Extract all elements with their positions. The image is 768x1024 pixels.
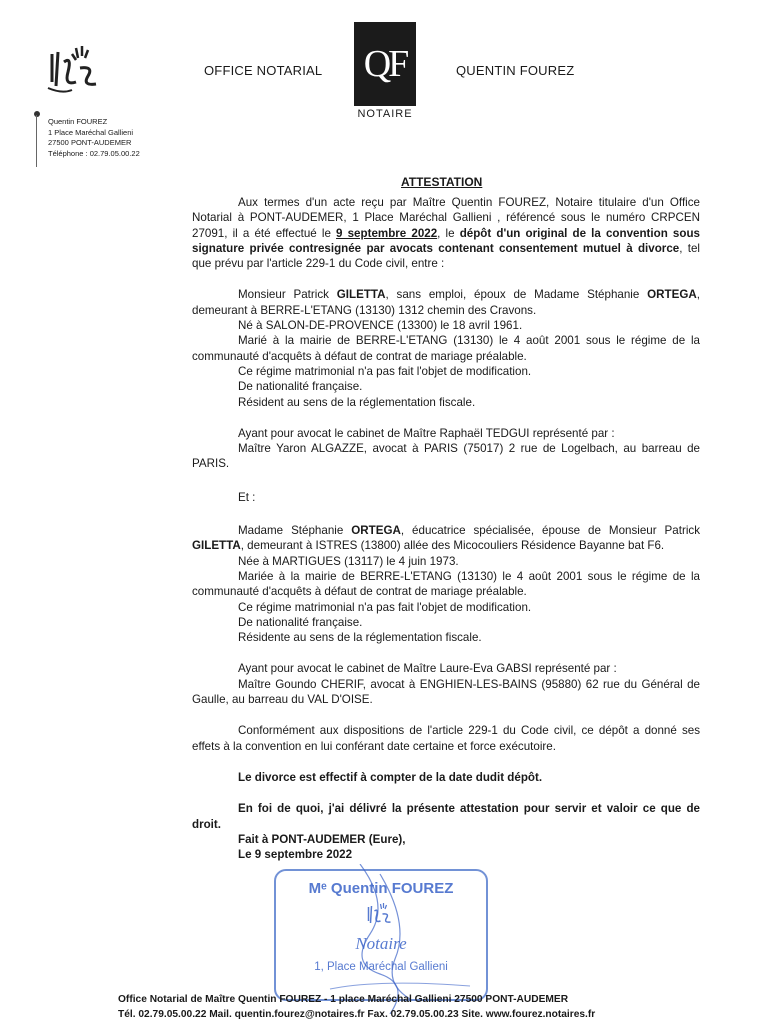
sender-name: Quentin FOUREZ <box>48 117 108 126</box>
stamp-address: 1, Place Maréchal Gallieni <box>314 961 448 973</box>
document-title: ATTESTATION <box>401 175 483 189</box>
party1-identity: Monsieur Patrick GILETTA, sans emploi, époux de Madame Stéphanie ORTEGA, demeurant à BERRE-L'ETANG (13130) 1312 chemin des Cravons. <box>192 288 700 317</box>
party2-resident: Résidente au sens de la réglementation fiscale. <box>238 631 482 645</box>
conformity-paragraph: Conformément aux dispositions de l'article 229-1 du Code civil, ce dépôt a donné ses effets à la convention en lui conférant date certaine et force exécutoire. <box>192 724 700 753</box>
sender-phone: Téléphone : 02.79.05.00.22 <box>48 148 140 158</box>
lawyer2-intro: Ayant pour avocat le cabinet de Maître Laure-Eva GABSI représenté par : <box>238 662 617 676</box>
conjunction: Et : <box>238 490 256 504</box>
deposit-subject: dépôt d'un original de la convention sous signature privée contresignée par avocats contenant consentement mutuel à divorce <box>192 226 700 255</box>
closing-statement: En foi de quoi, j'ai délivré la présente attestation pour servir et valoir ce que de droit. <box>192 802 700 831</box>
footer-office: Office Notarial de Maître Quentin FOUREZ - 1 place Maréchal Gallieni 27500 PONT-AUDEMER <box>118 994 569 1005</box>
office-logo-icon <box>42 42 112 98</box>
party1-marriage: Marié à la mairie de BERRE-L'ETANG (13130) le 4 août 2001 sous le régime de la communauté d'acquêts à défaut de contrat de mariage préalable. <box>192 334 700 363</box>
party1-resident: Résident au sens de la réglementation fiscale. <box>238 395 476 409</box>
document-body <box>192 195 700 862</box>
header-office-label: OFFICE NOTARIAL <box>204 63 323 78</box>
party1-regime: Ce régime matrimonial n'a pas fait l'objet de modification. <box>238 364 532 378</box>
sender-address <box>48 117 140 159</box>
party2-regime: Ce régime matrimonial n'a pas fait l'objet de modification. <box>238 600 532 614</box>
stamp-role: Notaire <box>355 934 407 953</box>
lawyer1-detail: Maître Yaron ALGAZZE, avocat à PARIS (75017) 2 rue de Logelbach, au barreau de PARIS. <box>192 442 700 471</box>
sender-city: 27500 PONT-AUDEMER <box>48 138 132 147</box>
footer-contact: Tél. 02.79.05.00.22 Mail. quentin.fourez@notaires.fr Fax. 02.79.05.00.23 Site. www.fourez.notaires.fr <box>118 1009 596 1020</box>
deposit-date: 9 septembre 2022 <box>336 226 438 240</box>
effective-statement: Le divorce est effectif à compter de la date dudit dépôt. <box>238 770 543 784</box>
party1-birth: Né à SALON-DE-PROVENCE (13300) le 18 avril 1961. <box>238 319 523 333</box>
lawyer1-intro: Ayant pour avocat le cabinet de Maître Raphaël TEDGUI représenté par : <box>238 426 615 440</box>
divider <box>36 115 37 167</box>
sender-street: 1 Place Maréchal Gallieni <box>48 127 134 137</box>
lawyer2-detail: Maître Goundo CHERIF, avocat à ENGHIEN-LES-BAINS (95880) 62 rue du Général de Gaulle, au barreau du VAL D'OISE. <box>192 677 700 707</box>
intro-paragraph: Aux termes d'un acte reçu par Maître Quentin FOUREZ, Notaire titulaire d'un Office Notarial à PONT-AUDEMER, 1 Place Maréchal Gallieni , référencé sous le numéro CRPCEN 27091, il a été effectué le 9 septembre 2022, le dépôt d'un original de la convention sous signature privée contresignée par avocats contenant consentement mutuel à divorce, tel que prévu par l'article 229-1 du Code civil, entre : <box>192 196 700 271</box>
closing-date: Le 9 septembre 2022 <box>238 848 353 862</box>
bullet-icon <box>34 111 40 117</box>
party2-birth: Née à MARTIGUES (13117) le 4 juin 1973. <box>238 554 459 568</box>
header-notary-name: QUENTIN FOUREZ <box>456 63 575 78</box>
stamp-name: Mᵉ Quentin FOUREZ <box>308 880 454 897</box>
page-footer <box>118 992 658 1022</box>
party1-nationality: De nationalité française. <box>238 380 363 394</box>
party2-identity: Madame Stéphanie ORTEGA, éducatrice spécialisée, épouse de Monsieur Patrick GILETTA, demeurant à ISTRES (13800) allée des Micocouliers Résidence Bayanne bat F6. <box>192 524 700 553</box>
qf-logo-caption: NOTAIRE <box>357 108 413 120</box>
closing-place: Fait à PONT-AUDEMER (Eure), <box>238 832 406 846</box>
qf-logo: QF <box>354 22 416 106</box>
party2-nationality: De nationalité française. <box>238 615 363 629</box>
party2-marriage: Mariée à la mairie de BERRE-L'ETANG (13130) le 4 août 2001 sous le régime de la communauté d'acquêts à défaut de contrat de mariage préalable. <box>192 569 700 599</box>
